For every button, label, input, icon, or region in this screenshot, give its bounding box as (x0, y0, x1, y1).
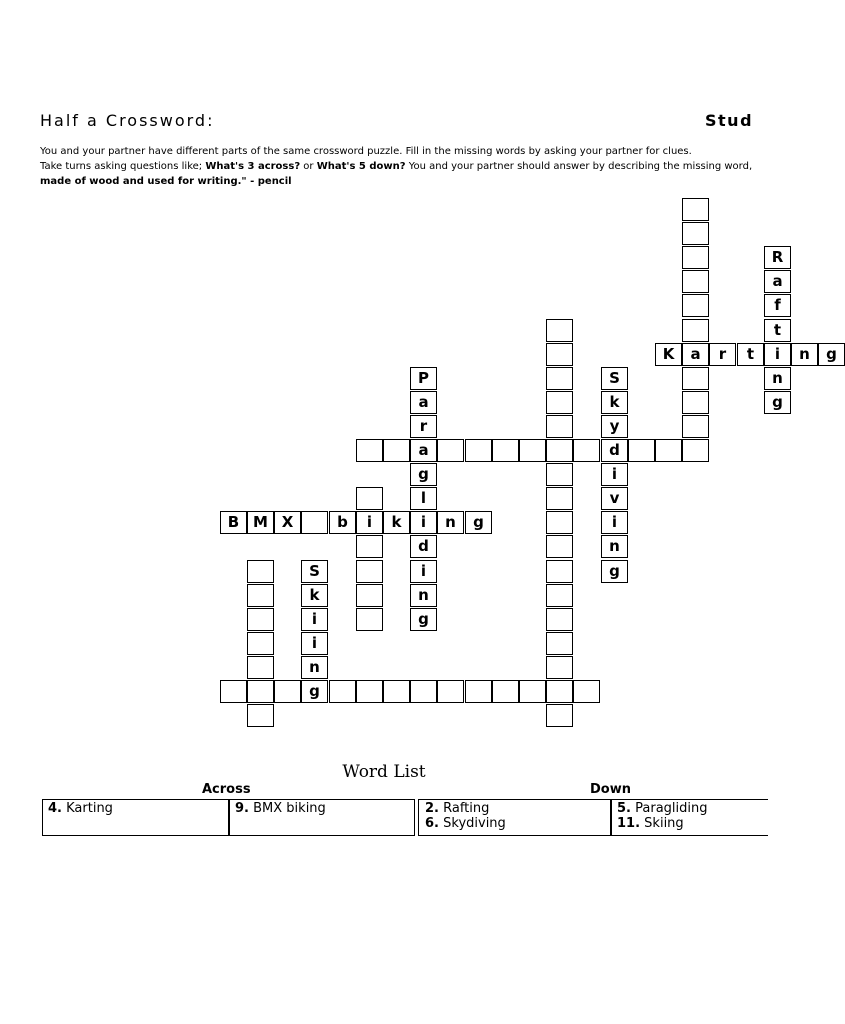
crossword-cell[interactable] (247, 560, 274, 583)
crossword-cell[interactable] (247, 632, 274, 655)
crossword-cell[interactable]: g (410, 608, 437, 631)
crossword-cell[interactable]: n (437, 511, 464, 534)
crossword-cell[interactable] (546, 511, 573, 534)
crossword-cell[interactable] (682, 294, 709, 317)
crossword-cell[interactable] (682, 222, 709, 245)
crossword-cell[interactable] (682, 246, 709, 269)
crossword-cell[interactable]: n (301, 656, 328, 679)
crossword-cell[interactable]: b (329, 511, 356, 534)
crossword-cell[interactable]: k (383, 511, 410, 534)
clue-number: 9. (235, 801, 249, 816)
crossword-cell[interactable]: S (301, 560, 328, 583)
clue-word: Karting (66, 801, 113, 816)
crossword-cell[interactable] (492, 680, 519, 703)
crossword-cell[interactable] (383, 439, 410, 462)
crossword-cell[interactable] (301, 511, 328, 534)
crossword-cell[interactable] (546, 487, 573, 510)
clue-word: Skydiving (443, 816, 506, 831)
crossword-cell[interactable]: r (709, 343, 736, 366)
crossword-cell[interactable] (546, 560, 573, 583)
crossword-cell[interactable]: i (301, 608, 328, 631)
word-list-title: Word List (342, 762, 426, 782)
crossword-cell[interactable] (247, 608, 274, 631)
crossword-cell[interactable]: l (410, 487, 437, 510)
word-list-item (425, 816, 506, 831)
crossword-cell[interactable]: P (410, 367, 437, 390)
crossword-cell[interactable]: a (682, 343, 709, 366)
crossword-cell[interactable] (546, 367, 573, 390)
instructions-text: You and your partner should answer by describing the missing word, (405, 161, 753, 172)
crossword-cell[interactable] (519, 439, 546, 462)
crossword-cell[interactable]: g (601, 560, 628, 583)
crossword-cell[interactable]: R (764, 246, 791, 269)
crossword-cell[interactable] (546, 415, 573, 438)
clue-word: Skiing (644, 816, 684, 831)
crossword-cell[interactable]: a (410, 391, 437, 414)
crossword-cell[interactable] (356, 535, 383, 558)
crossword-cell[interactable]: y (601, 415, 628, 438)
crossword-cell[interactable] (682, 198, 709, 221)
word-list-item (48, 801, 113, 816)
crossword-cell[interactable] (573, 439, 600, 462)
word-list-item (235, 801, 326, 816)
instructions-text: or (300, 161, 317, 172)
clue-number: 5. (617, 801, 631, 816)
crossword-cell[interactable] (247, 704, 274, 727)
crossword-cell[interactable]: g (818, 343, 845, 366)
word-list-item (617, 801, 708, 816)
crossword-cell[interactable] (546, 584, 573, 607)
crossword-cell[interactable] (682, 391, 709, 414)
crossword-cell[interactable] (546, 391, 573, 414)
crossword-cell[interactable] (682, 319, 709, 342)
clue-word: Rafting (443, 801, 490, 816)
page-title: Half a Crossword: (40, 111, 215, 130)
crossword-cell[interactable]: a (764, 270, 791, 293)
crossword-cell[interactable] (519, 680, 546, 703)
crossword-cell[interactable] (410, 680, 437, 703)
crossword-cell[interactable] (274, 680, 301, 703)
crossword-cell[interactable] (546, 535, 573, 558)
crossword-cell[interactable] (546, 656, 573, 679)
crossword-cell[interactable]: k (301, 584, 328, 607)
crossword-cell[interactable]: i (410, 511, 437, 534)
crossword-cell[interactable] (220, 680, 247, 703)
word-list-item (425, 801, 489, 816)
crossword-cell[interactable] (546, 680, 573, 703)
example-question-1: What's 3 across? (205, 161, 301, 172)
instructions-text: Take turns asking questions like; (40, 161, 206, 172)
crossword-cell[interactable] (546, 632, 573, 655)
crossword-cell[interactable]: g (764, 391, 791, 414)
crossword-cell[interactable]: n (764, 367, 791, 390)
crossword-cell[interactable] (383, 680, 410, 703)
crossword-cell[interactable]: g (301, 680, 328, 703)
crossword-cell[interactable] (573, 680, 600, 703)
crossword-cell[interactable]: v (601, 487, 628, 510)
crossword-cell[interactable] (356, 439, 383, 462)
crossword-cell[interactable]: g (410, 463, 437, 486)
crossword-cell[interactable] (682, 415, 709, 438)
crossword-cell[interactable]: n (791, 343, 818, 366)
crossword-cell[interactable] (247, 584, 274, 607)
crossword-cell[interactable]: i (764, 343, 791, 366)
crossword-cell[interactable]: r (410, 415, 437, 438)
crossword-cell[interactable]: n (410, 584, 437, 607)
clue-number: 2. (425, 801, 439, 816)
crossword-cell[interactable]: k (601, 391, 628, 414)
crossword-cell[interactable] (356, 608, 383, 631)
crossword-cell[interactable] (492, 439, 519, 462)
crossword-cell[interactable] (465, 439, 492, 462)
crossword-cell[interactable]: i (601, 511, 628, 534)
crossword-cell[interactable] (546, 608, 573, 631)
crossword-cell[interactable] (356, 584, 383, 607)
crossword-cell[interactable]: d (601, 439, 628, 462)
crossword-cell[interactable] (682, 270, 709, 293)
crossword-cell[interactable] (628, 439, 655, 462)
crossword-cell[interactable] (546, 343, 573, 366)
crossword-cell[interactable]: n (601, 535, 628, 558)
crossword-cell[interactable]: f (764, 294, 791, 317)
crossword-cell[interactable] (356, 487, 383, 510)
instructions-line-1: You and your partner have different parts of the same crossword puzzle. Fill in the missing words by asking your partner for clues. (40, 146, 692, 157)
crossword-cell[interactable]: i (356, 511, 383, 534)
crossword-cell[interactable]: g (465, 511, 492, 534)
crossword-cell[interactable] (465, 680, 492, 703)
clue-word: Paragliding (635, 801, 708, 816)
crossword-cell[interactable] (247, 656, 274, 679)
crossword-cell[interactable]: d (410, 535, 437, 558)
crossword-cell[interactable] (546, 463, 573, 486)
crossword-cell[interactable] (356, 560, 383, 583)
crossword-cell[interactable]: M (247, 511, 274, 534)
crossword-cell[interactable]: i (601, 463, 628, 486)
clue-word: BMX biking (253, 801, 326, 816)
down-heading: Down (590, 782, 631, 797)
crossword-cell[interactable] (356, 680, 383, 703)
crossword-cell[interactable] (437, 439, 464, 462)
crossword-cell[interactable]: B (220, 511, 247, 534)
crossword-cell[interactable]: a (410, 439, 437, 462)
crossword-cell[interactable]: t (764, 319, 791, 342)
crossword-cell[interactable]: S (601, 367, 628, 390)
crossword-cell[interactable] (682, 439, 709, 462)
clue-number: 11. (617, 816, 641, 831)
crossword-cell[interactable] (682, 367, 709, 390)
clue-number: 6. (425, 816, 439, 831)
crossword-cell[interactable]: i (410, 560, 437, 583)
crossword-cell[interactable]: t (737, 343, 764, 366)
student-label: Stud (705, 111, 754, 130)
clue-number: 4. (48, 801, 62, 816)
crossword-cell[interactable] (329, 680, 356, 703)
crossword-cell[interactable] (247, 680, 274, 703)
crossword-cell[interactable]: K (655, 343, 682, 366)
word-list-item (617, 816, 684, 831)
crossword-cell[interactable]: i (301, 632, 328, 655)
crossword-cell[interactable] (437, 680, 464, 703)
crossword-cell[interactable] (655, 439, 682, 462)
example-answer: made of wood and used for writing." - pencil (40, 176, 292, 187)
crossword-cell[interactable] (546, 439, 573, 462)
crossword-cell[interactable] (546, 319, 573, 342)
across-heading: Across (202, 782, 251, 797)
example-question-2: What's 5 down? (316, 161, 406, 172)
crossword-cell[interactable]: X (274, 511, 301, 534)
crossword-cell[interactable] (546, 704, 573, 727)
